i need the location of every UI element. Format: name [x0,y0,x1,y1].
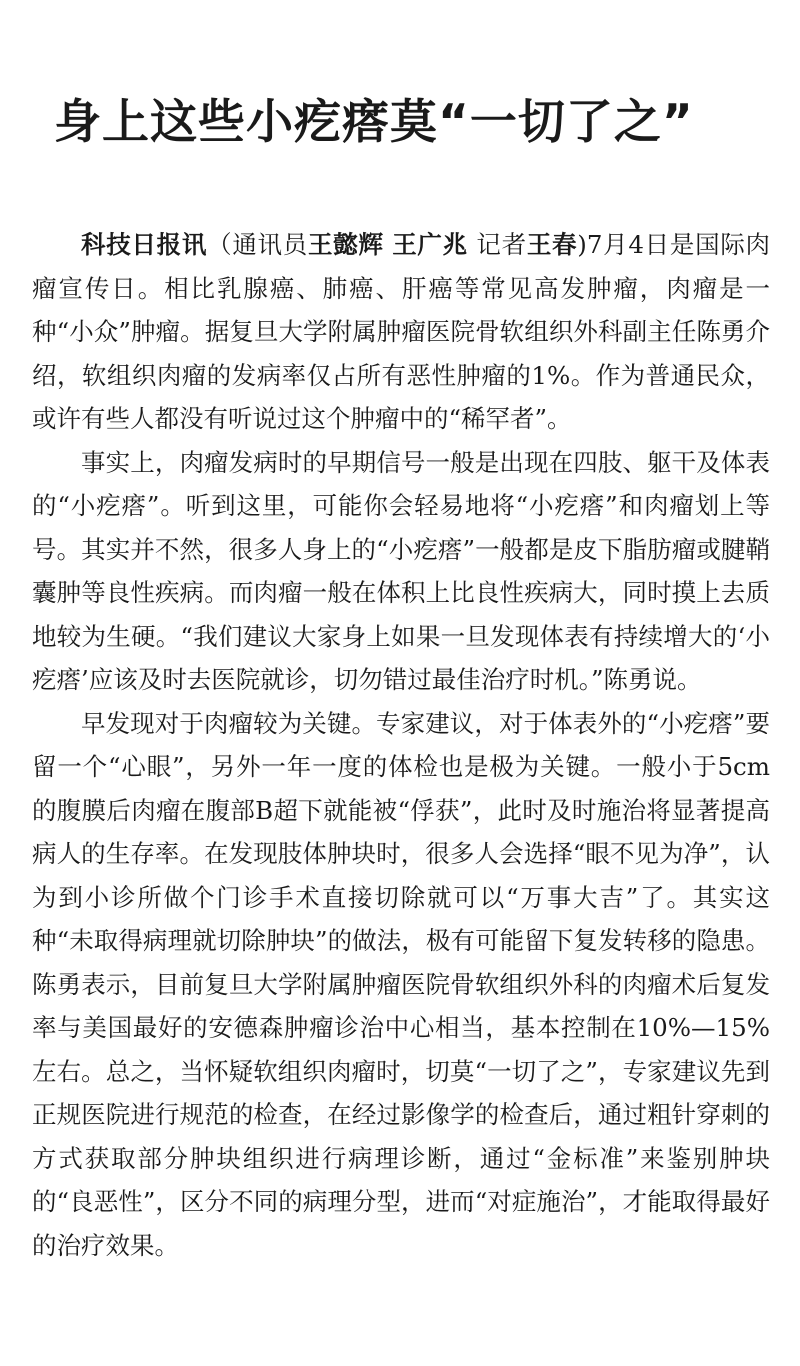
lead-text: 7月4日是国际肉瘤宣传日。相比乳腺癌、肺癌、肝癌等常见高发肿瘤，肉瘤是一种“小众”肿瘤。据复旦大学附属肿瘤医院骨软组织外科副主任陈勇介绍，软组织肉瘤的发病率仅占所有恶性肿瘤的1%。作为普通民众，或许有些人都没有听说过这个肿瘤中的“稀罕者”。 [32,230,771,433]
reporter-name: 王春 [526,230,578,259]
lead-paragraph [32,223,770,441]
byline-close: ) [577,230,587,259]
body-paragraph: 事实上，肉瘤发病时的早期信号一般是出现在四肢、躯干及体表的“小疙瘩”。听到这里，可能你会轻易地将“小疙瘩”和肉瘤划上等号。其实并不然，很多人身上的“小疙瘩”一般都是皮下脂肪瘤或腱鞘囊肿等良性疾病。而肉瘤一般在体积上比良性疾病大，同时摸上去质地较为生硬。“我们建议大家身上如果一旦发现体表有持续增大的‘小疙瘩’应该及时去医院就诊，切勿错过最佳治疗时机。”陈勇说。 [32,447,770,694]
body-paragraph: 早发现对于肉瘤较为关键。专家建议，对于体表外的“小疙瘩”要留一个“心眼”，另外一年一度的体检也是极为关键。一般小于5cm的腹膜后肉瘤在腹部B超下就能被“俘获”，此时及时施治将显著提高病人的生存率。在发现肢体肿块时，很多人会选择“眼不见为净”，认为到小诊所做个门诊手术直接切除就可以“万事大吉”了。其实这种“未取得病理就切除肿块”的做法，极有可能留下复发转移的隐患。陈勇表示，目前复旦大学附属肿瘤医院骨软组织外科的肉瘤术后复发率与美国最好的安德森肿瘤诊治中心相当，基本控制在10%—15%左右。总之，当怀疑软组织肉瘤时，切莫“一切了之”，专家建议先到正规医院进行规范的检查，在经过影像学的检查后，通过粗针穿刺的方式获取部分肿块组织进行病理诊断，通过“金标准”来鉴别肿块的“良恶性”，区分不同的病理分型，进而“对症施治”，才能取得最好的治疗效果。 [32,708,770,1260]
dateline: 科技日报讯 [81,230,208,259]
article-body [32,223,770,1267]
reporter-name: 王懿辉 [308,230,384,259]
article-headline: 身上这些小疙瘩莫“一切了之” [54,95,694,150]
byline-open: （通讯员 [207,230,308,259]
reporter-name: 王广兆 [392,230,468,259]
byline-role: 记者 [476,230,527,259]
